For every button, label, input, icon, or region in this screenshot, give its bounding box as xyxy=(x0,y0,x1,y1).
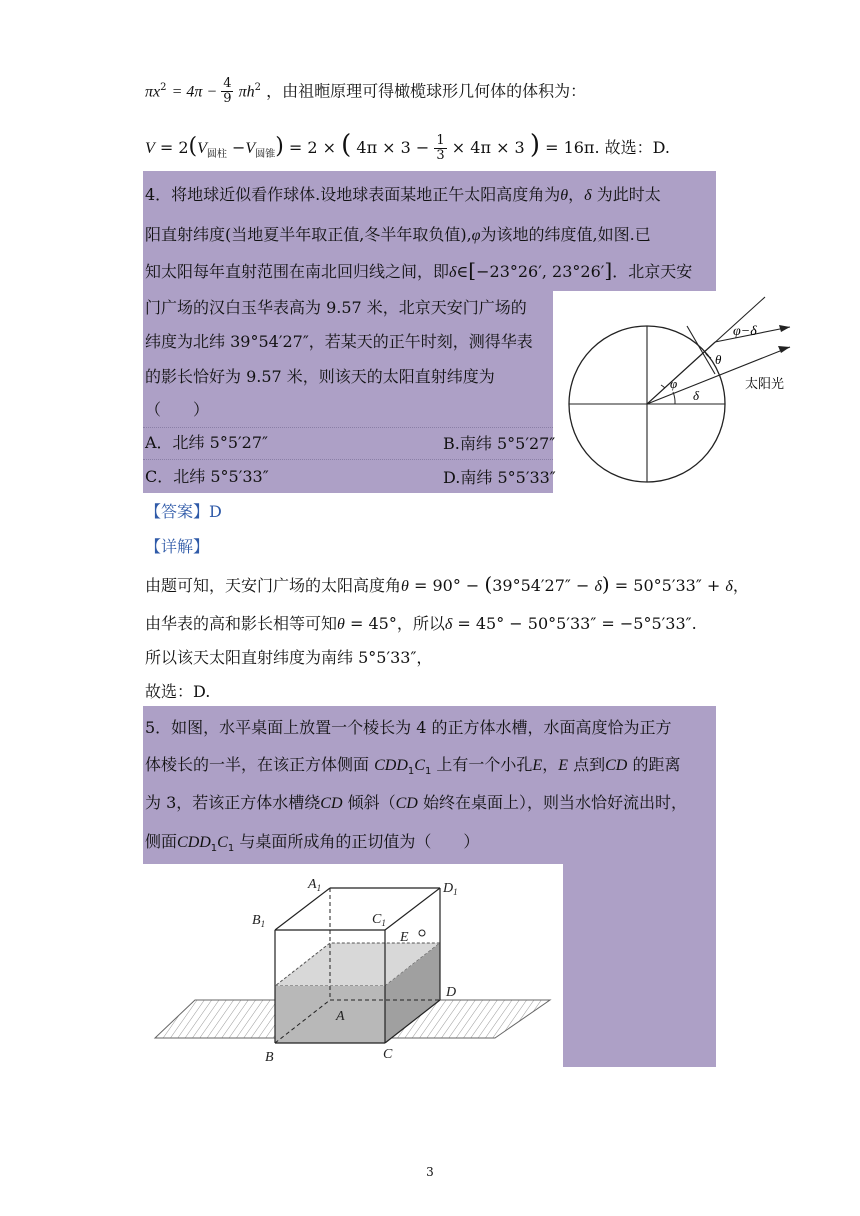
hole-e-marker xyxy=(419,930,425,936)
tangent-line xyxy=(687,326,715,374)
arrow-head-1 xyxy=(779,325,790,332)
label-theta: θ xyxy=(715,352,722,367)
label-sunlight: 太阳光 xyxy=(745,377,785,392)
q4-line-4: 门广场的汉白玉华表高为 9.57 米，北京天安门广场的 xyxy=(145,298,527,317)
option-d[interactable]: D.南纬 5°5′33″ xyxy=(443,468,556,487)
q5-line-1: 5．如图，水平桌面上放置一个棱长为 4 的正方体水槽，水面高度恰为正方 xyxy=(145,718,672,737)
label-a: A xyxy=(336,1009,345,1024)
answer-line xyxy=(145,500,222,524)
equation-lhs: πx xyxy=(145,83,161,101)
equation-line-1: $\pi x^2 = 4\pi$ − $\frac{4}{9}$ $\pi h^2$ ，由祖暅原理可得橄榄球形几何体的体积为： xyxy=(145,76,587,107)
q4-paren: （ ） xyxy=(145,400,210,419)
equation-line-2: $V = 2(V_{圆柱} -V_{圆锥}) = 2$ × ( 4π × 3 − $\frac{1}{3}$ × 4π × 3 ) = 16π. 故选：D. xyxy=(145,130,670,163)
label-c: C xyxy=(383,1047,393,1062)
q4-line-2: 阳直射纬度(当地夏半年取正值,冬半年取负值),φ为该地的纬度值,如图.已 xyxy=(145,225,651,244)
detail-label-line xyxy=(145,535,209,559)
q4-line-1: 4．将地球近似看作球体.设地球表面某地正午太阳高度角为θ，δ 为此时太 xyxy=(145,185,661,204)
q5-line-3: 为 3，若该正方体水槽绕CD 倾斜（CD 始终在桌面上），则当水恰好流出时， xyxy=(145,793,687,812)
arrow-head-2 xyxy=(778,346,790,353)
detail-line-4: 故选：D. xyxy=(145,682,211,701)
equation-1-tail: ，由祖暅原理可得橄榄球形几何体的体积为： xyxy=(266,81,587,101)
q5-highlight-side xyxy=(563,864,716,1067)
label-b: B xyxy=(265,1050,274,1065)
angle-arc-phi xyxy=(661,385,665,388)
label-d: D xyxy=(446,985,457,1000)
option-row-divider-1 xyxy=(143,427,553,428)
q4-line-3: 知太阳每年直射范围在南北回归线之间，即δ∈[−23°26′, 23°26′]．北京天安 xyxy=(145,258,693,282)
detail-label: 【详解】 xyxy=(145,537,210,556)
option-c[interactable]: C．北纬 5°5′33″ xyxy=(145,467,269,486)
answer-label: 【答案】 xyxy=(145,502,210,521)
label-d1: $D_1$ xyxy=(443,881,458,897)
equation-2-tail: . 故选：D. xyxy=(594,138,670,157)
label-e: E xyxy=(400,930,409,945)
detail-line-1: 由题可知，天安门广场的太阳高度角θ = 90° − (39°54′27″ − δ) = 50°5′33″ + δ， xyxy=(145,572,749,596)
label-a1: $A_1$ xyxy=(308,877,322,893)
label-c1: $C_1$ xyxy=(372,912,386,928)
earth-sun-diagram xyxy=(565,292,805,492)
q5-line-4: 侧面$CDD_1C_1$ 与桌面所成角的正切值为（ ） xyxy=(145,832,480,855)
q4-line-6: 的影长恰好为 9.57 米，则该天的太阳直射纬度为 xyxy=(145,367,495,386)
label-delta: δ xyxy=(693,388,700,403)
option-row-divider-2 xyxy=(143,459,553,460)
detail-line-2: 由华表的高和影长相等可知θ = 45°，所以δ = 45° − 50°5′33″ = −5°5′33″. xyxy=(145,614,697,633)
page-number: 3 xyxy=(426,1165,434,1179)
fraction-4-9: $\frac{4}{9}$ xyxy=(223,76,232,107)
q5-line-2: 体棱长的一半，在该正方体侧面 $CDD_1C_1$ 上有一个小孔E，E 点到CD 的距离 xyxy=(145,755,681,778)
angle-arc-delta xyxy=(673,392,675,404)
fraction-1-3: $\frac{1}{3}$ xyxy=(436,133,445,163)
label-b1: $B_1$ xyxy=(252,913,266,929)
label-phi-delta: φ−δ xyxy=(733,324,757,339)
option-b[interactable]: B.南纬 5°5′27″ xyxy=(443,434,556,453)
answer-value: D xyxy=(209,502,222,521)
q4-highlight-left xyxy=(143,291,556,493)
option-a[interactable]: A．北纬 5°5′27″ xyxy=(145,433,268,452)
detail-line-3: 所以该天太阳直射纬度为南纬 5°5′33″， xyxy=(145,648,433,667)
cube-water-tank-diagram xyxy=(150,868,560,1068)
label-phi: φ xyxy=(670,376,678,391)
q4-line-5: 纬度为北纬 39°54′27″，若某天的正午时刻，测得华表 xyxy=(145,332,533,351)
